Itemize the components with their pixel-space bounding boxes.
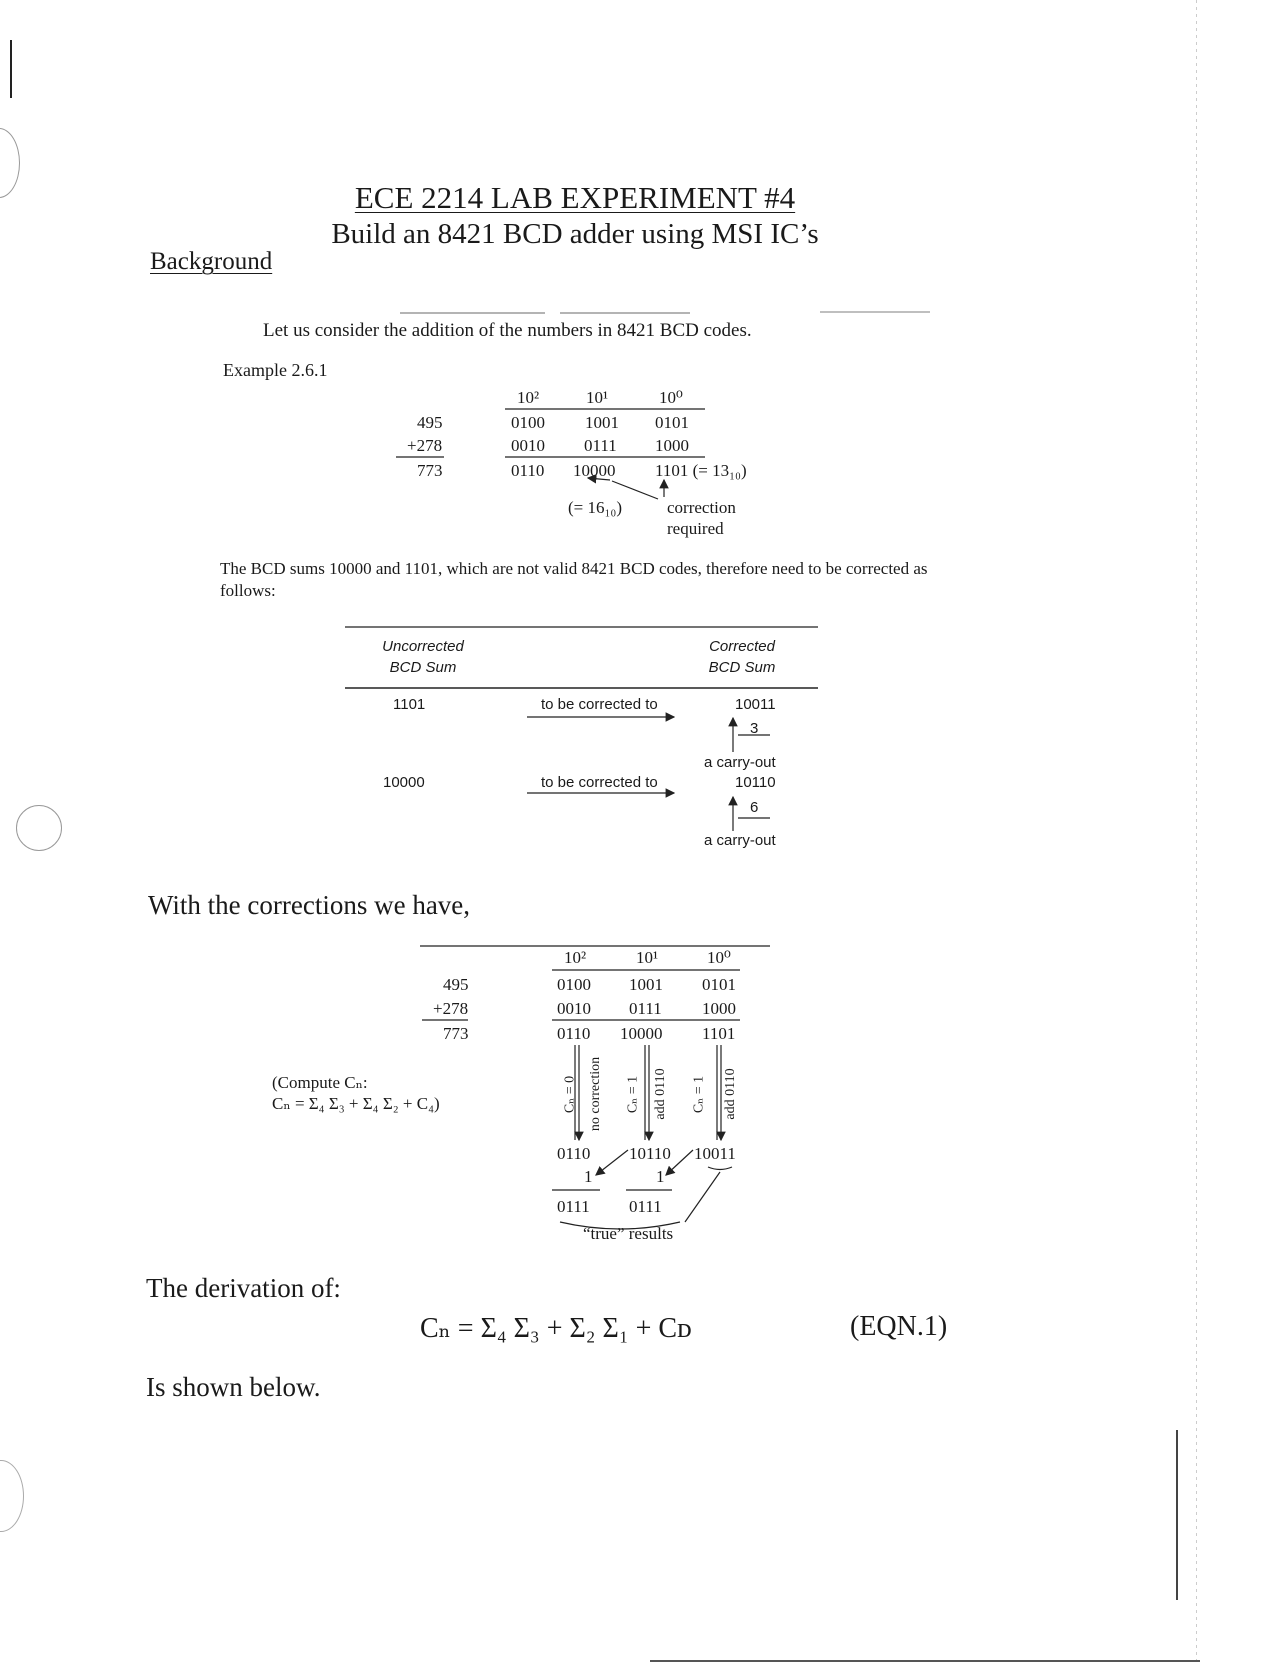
bcd-digit: 0100 [557,975,591,994]
header-line: BCD Sum [389,659,457,676]
note-decimal-16: (= 16₁₀) [568,498,623,517]
correction-action: to be corrected to [541,774,658,791]
carry-digit: 3 [750,720,759,737]
corrections-heading: With the corrections we have, [148,890,471,920]
after-correction: 10011 [694,1144,736,1163]
bcd-sum: 10000 [573,461,616,480]
bcd-digit: 0101 [655,413,689,432]
sum: 773 [417,461,443,480]
cn-label: Cₙ = 1 [691,1075,707,1114]
column-header: 10¹ [586,388,609,407]
correction-label: add 0110 [653,1068,668,1120]
operand: +278 [407,436,443,455]
after-correction: 10110 [629,1144,671,1163]
compute-note: Cₙ = Σ₄ Σ₃ + Σ₄ Σ₂ + C₄) [272,1094,440,1113]
header-line: Uncorrected [382,638,464,655]
header-line: Corrected [709,638,775,655]
page-title: ECE 2214 LAB EXPERIMENT #4 [354,180,796,215]
carry-one: 1 [584,1167,593,1186]
correction-label: no correction [588,1056,603,1132]
bcd-sum: 10000 [620,1024,663,1043]
cn-label: Cₙ = 1 [625,1075,641,1114]
column-header: 10² [564,948,587,967]
compute-note: (Compute Cₙ: [272,1073,368,1092]
bcd-digit: 0111 [584,436,617,455]
bcd-digit: 1000 [655,436,689,455]
carry-one: 1 [656,1167,665,1186]
column-header: 10¹ [636,948,659,967]
equation-tag: (EQN.1) [850,1311,948,1342]
bcd-sum: 1101 [702,1024,736,1043]
bcd-digit: 1000 [702,999,736,1018]
operand: 495 [417,413,443,432]
carry-label: a carry-out [704,832,776,849]
note-required: required [667,519,724,538]
corrected-value: 10110 [735,774,776,791]
bcd-digit: 1001 [585,413,619,432]
column-header: 10² [517,388,540,407]
after-correction: 0110 [557,1144,591,1163]
header-line: BCD Sum [708,659,776,676]
explanation-paragraph: The BCD sums 10000 and 1101, which are not valid 8421 BCD codes, therefore need to be corrected as follows: [220,559,928,600]
intro-text: Let us consider the addition of the numbers in 8421 BCD codes. [263,320,752,341]
operand: +278 [433,999,469,1018]
bcd-digit: 0101 [702,975,736,994]
bcd-digit: 0010 [557,999,591,1018]
carry-digit: 6 [750,799,759,816]
carry-label: a carry-out [704,754,776,771]
bcd-digit: 1001 [629,975,663,994]
example-label: Example 2.6.1 [223,360,328,380]
correction-label: add 0110 [723,1068,738,1120]
column-header: 10⁰ [707,948,731,967]
note-correction: correction [667,498,736,517]
derivation-label: The derivation of: [146,1273,341,1303]
equation: Cₙ = Σ₄ Σ₃ + Σ₂ Σ₁ + Cᴅ [420,1313,692,1344]
bcd-digit: 0010 [511,436,545,455]
true-results-label: “true” results [583,1224,674,1243]
cn-label: Cₙ = 0 [562,1075,578,1114]
bcd-digit: 0100 [511,413,545,432]
uncorrected-value: 1101 [393,696,426,713]
bcd-sum: 0110 [511,461,545,480]
correction-action: to be corrected to [541,696,658,713]
final-result: 0111 [629,1197,662,1216]
uncorrected-value: 10000 [383,774,425,791]
bcd-sum: 1101 (= 13₁₀) [655,461,747,480]
operand: 495 [443,975,469,994]
final-result: 0111 [557,1197,590,1216]
section-heading: Background [150,248,273,275]
column-header: 10⁰ [659,388,683,407]
corrected-value: 10011 [735,696,776,713]
bcd-digit: 0111 [629,999,662,1018]
sum: 773 [443,1024,469,1043]
closing-text: Is shown below. [146,1372,321,1402]
bcd-sum: 0110 [557,1024,591,1043]
page-subtitle: Build an 8421 BCD adder using MSI IC’s [331,218,819,250]
